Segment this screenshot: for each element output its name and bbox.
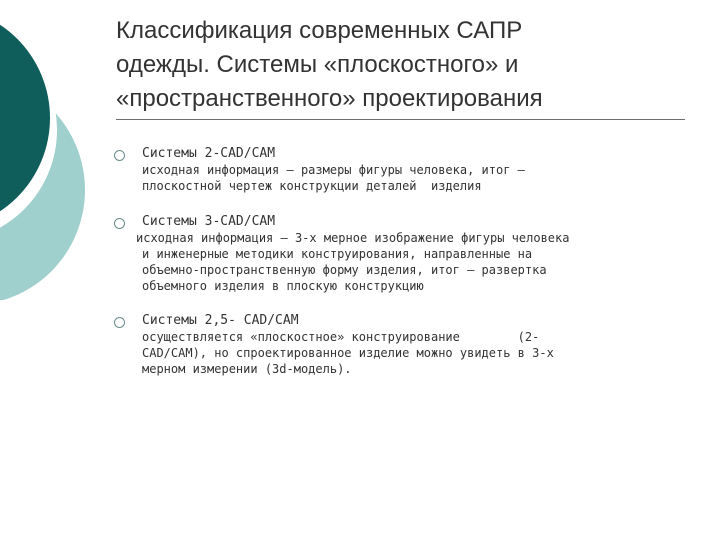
- item-line: и инженерные методики конструирования, направленные на: [142, 247, 533, 261]
- title-line: «пространственного» проектирования: [116, 85, 543, 112]
- title-line: Классификация современных САПР: [116, 17, 523, 44]
- list-item-text: [136, 214, 682, 294]
- item-line: исходная информация – размеры фигуры человека, итог –: [142, 163, 525, 177]
- item-line: осуществляется «плоскостное» конструирование (2-: [142, 330, 540, 344]
- decorative-circles: [0, 0, 110, 300]
- item-heading: Системы 2-CAD/CAM: [142, 146, 276, 161]
- page-title: [116, 14, 696, 116]
- bullet-icon: [114, 218, 125, 229]
- item-line: объемного изделия в плоскую конструкцию: [142, 279, 424, 293]
- title-line: одежды. Системы «плоскостного» и: [116, 51, 519, 78]
- bullet-icon: [114, 150, 125, 161]
- title-divider: [116, 119, 685, 120]
- item-heading: Системы 2,5- CAD/CAM: [142, 313, 299, 328]
- bullet-icon: [114, 317, 125, 328]
- item-line: плоскостной чертеж конструкции деталей изделия: [142, 179, 482, 193]
- list-item-text: [142, 146, 682, 194]
- item-line: объемно-пространственную форму изделия, итог – развертка: [142, 263, 547, 277]
- list-item-text: [142, 313, 682, 377]
- item-heading: Системы 3-CAD/CAM: [142, 214, 276, 229]
- item-line: мерном измерении (3d-модель).: [142, 362, 352, 376]
- item-line: CAD/CAM), но спроектированное изделие можно увидеть в 3-х: [142, 346, 554, 360]
- item-line: исходная информация – 3-х мерное изображение фигуры человека: [136, 231, 570, 245]
